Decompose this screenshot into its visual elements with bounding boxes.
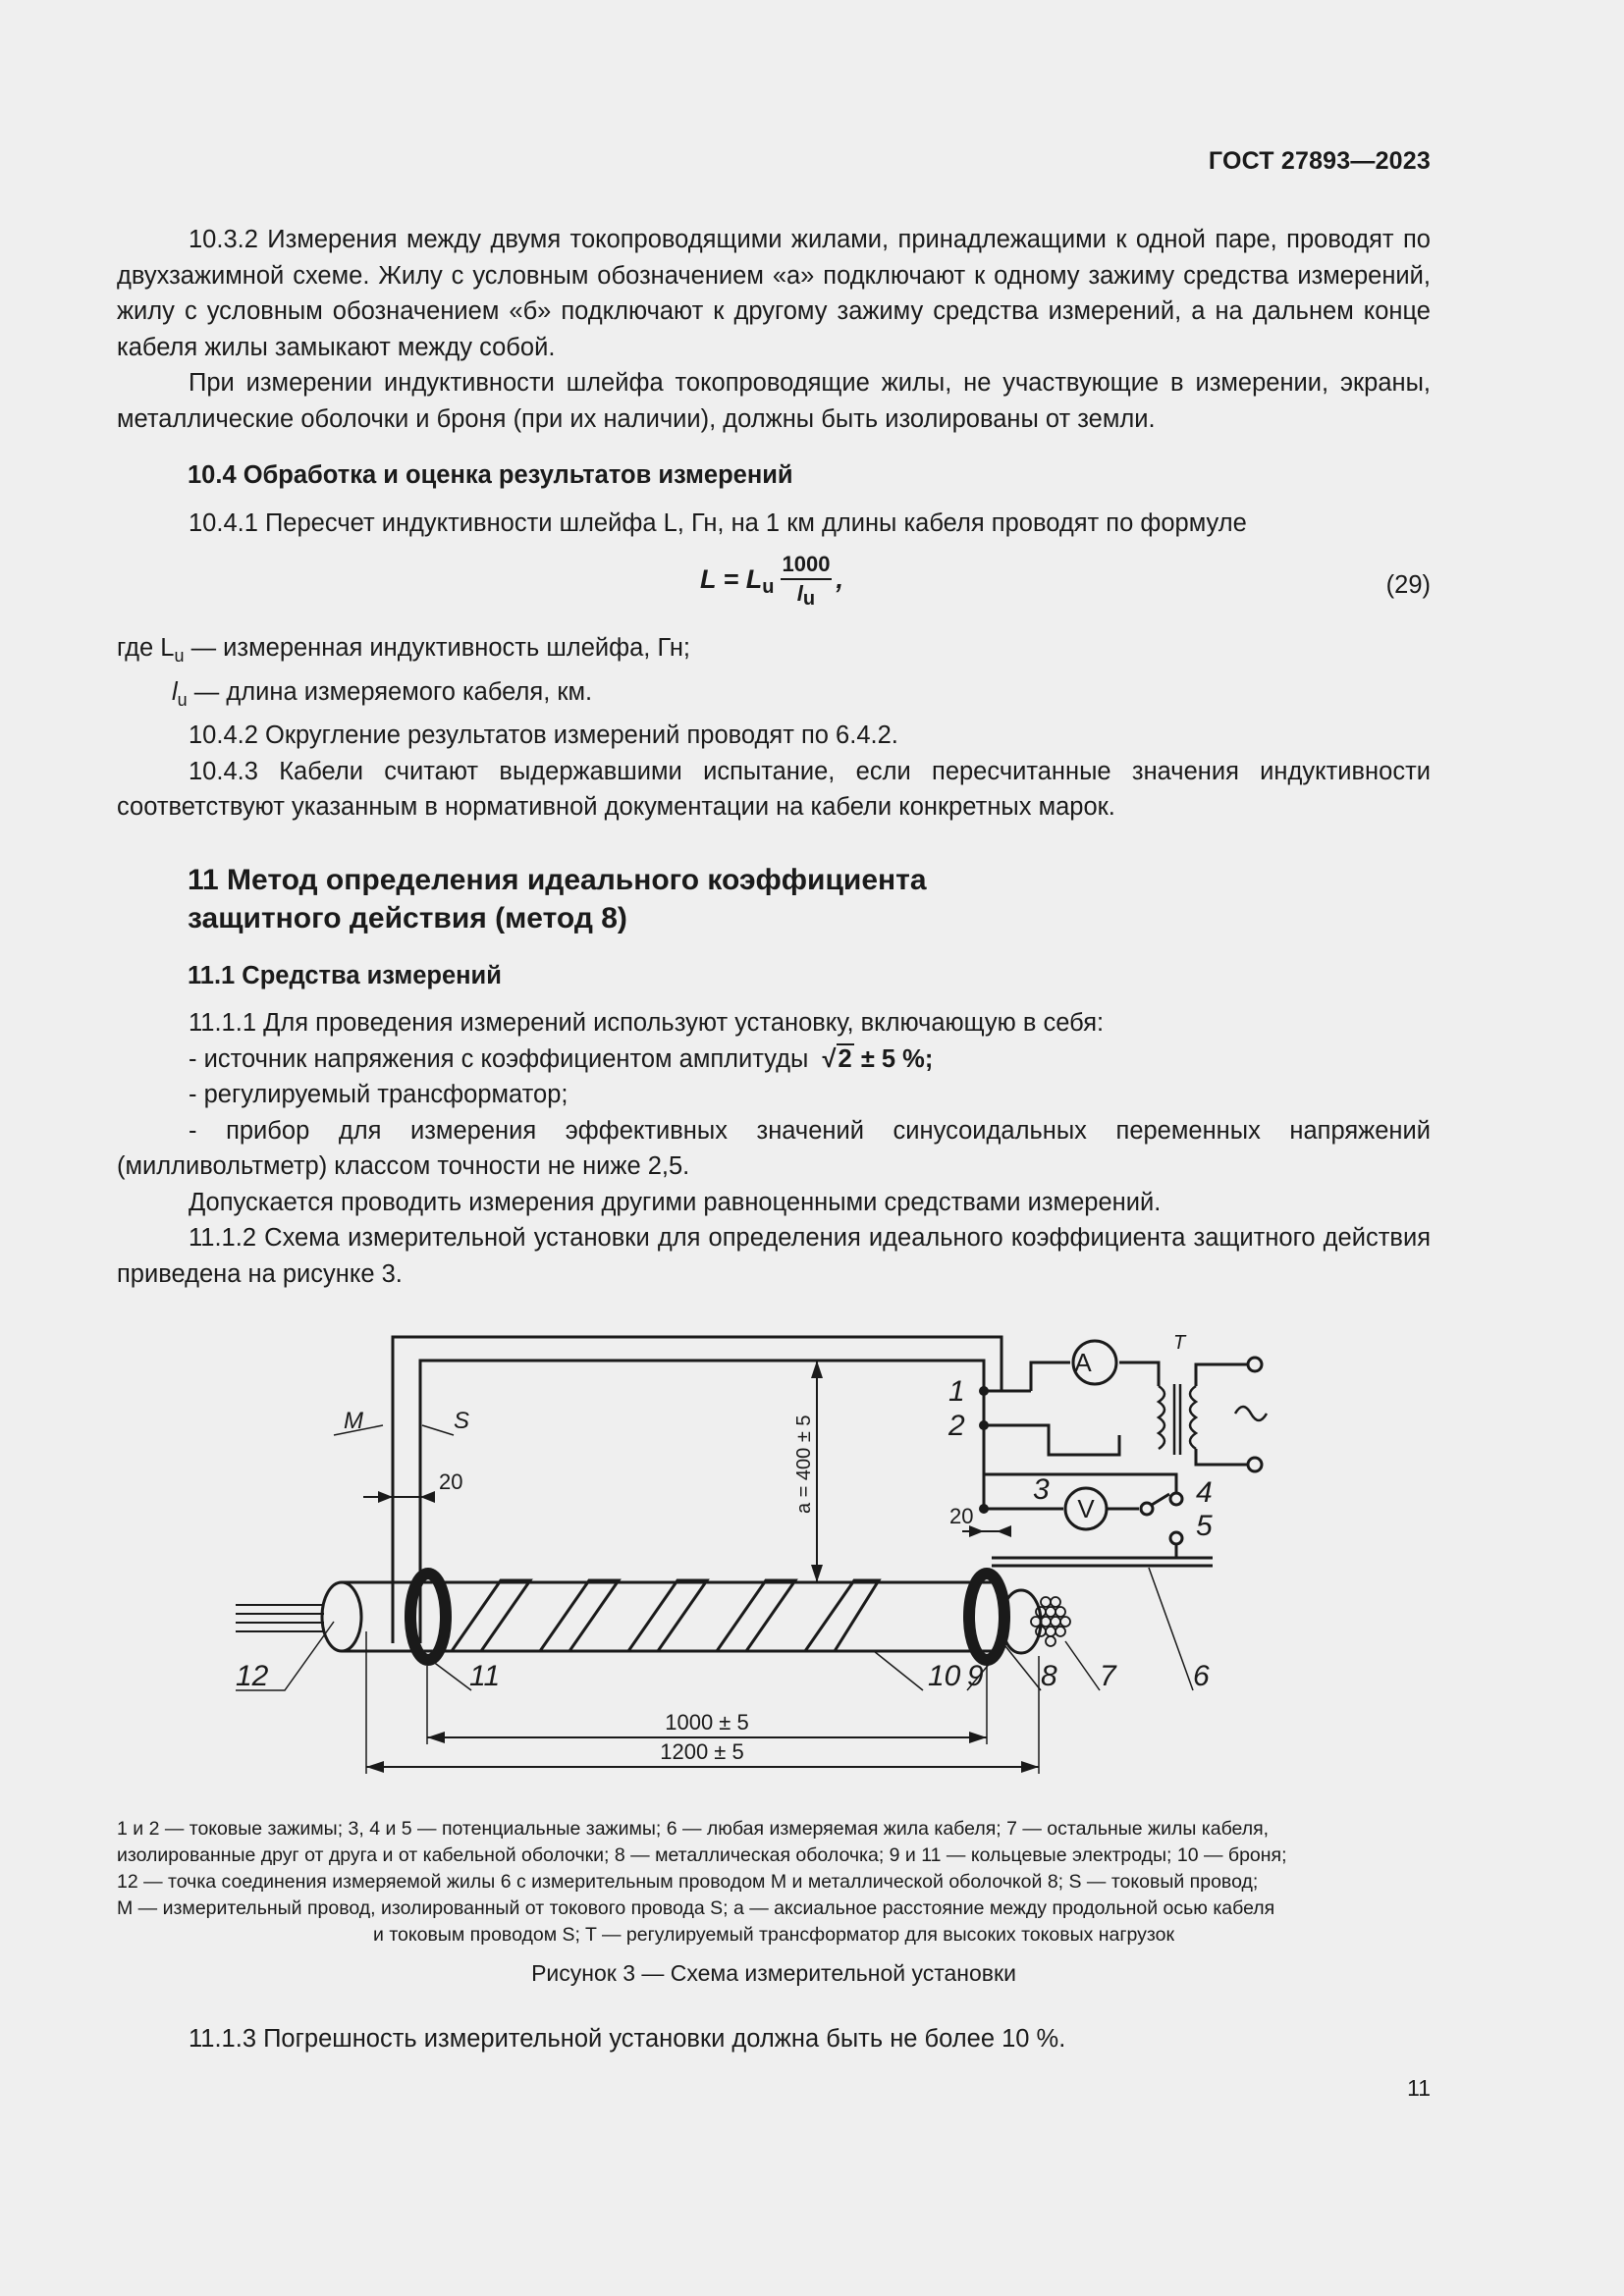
terminal-5 (1170, 1532, 1182, 1544)
formula-lhs: L = L (700, 563, 763, 594)
page-number: 11 (1407, 2075, 1431, 2101)
label-7: 7 (1100, 1660, 1116, 1692)
heading-11-1: 11.1 Средства измерений (188, 961, 502, 989)
terminal-4 (1170, 1493, 1182, 1505)
armor-turn-1 (452, 1580, 530, 1651)
legend-line-4: M — измерительный провод, изолированный от токового провода S; a — аксиальное расстояние между продольной осью кабеля (117, 1897, 1275, 1919)
list-item-voltmeter: - прибор для измерения эффективных значений синусоидальных переменных напряжений (милливольтметр) классом точности не ниже 2,5. (117, 1116, 1431, 1181)
label-4: 4 (1196, 1476, 1213, 1509)
label-S: S (454, 1408, 470, 1434)
formula-den-sub: u (802, 587, 816, 610)
figure-legend (117, 1816, 1431, 1949)
wire-a-right (1119, 1362, 1159, 1386)
dim-1200-text: 1200 ± 5 (660, 1739, 744, 1764)
source-terminal-top (1248, 1358, 1262, 1371)
armor-turn-3 (628, 1580, 707, 1651)
paragraph-11-1-3: 11.1.3 Погрешность измерительной установки должна быть не более 10 %. (189, 2025, 1066, 2053)
formula-expression (700, 548, 843, 611)
leader-8 (1001, 1641, 1041, 1690)
where2-var: l (172, 677, 178, 706)
where1-sub: u (174, 646, 185, 667)
item1-text: - источник напряжения с коэффициентом амплитуды (189, 1044, 809, 1073)
figure-caption: Рисунок 3 — Схема измерительной установки (531, 1960, 1016, 1986)
paragraph-isolation: При измерении индуктивности шлейфа токопроводящие жилы, не участвующие в измерении, экраны, металлические оболочки и броня (при их наличии), должны быть изолированы от земли. (117, 369, 1431, 433)
formula-numerator: 1000 (781, 551, 833, 580)
wire-a-left (1031, 1362, 1070, 1391)
wire-source-top (1196, 1364, 1247, 1386)
heading-10-4: 10.4 Обработка и оценка результатов измерений (188, 461, 793, 489)
where-line-1 (117, 630, 1431, 674)
standard-number: ГОСТ 27893—2023 (1208, 147, 1431, 175)
leader-6 (1149, 1568, 1193, 1690)
formula-sub: u (762, 575, 775, 598)
switch-4 (1152, 1494, 1169, 1505)
ring-electrode-11 (410, 1574, 446, 1660)
armor-turn-2 (540, 1580, 619, 1651)
label-1: 1 (948, 1375, 965, 1408)
sqrt-tail: ± 5 %; (853, 1044, 934, 1073)
label-9: 9 (967, 1660, 984, 1692)
paragraph-11-1-1: 11.1.1 Для проведения измерений используют установку, включающую в себя: (189, 1009, 1105, 1038)
dim-20b-text: 20 (949, 1504, 974, 1528)
dim-1000-text: 1000 ± 5 (665, 1710, 749, 1735)
heading-11-line2: защитного действия (метод 8) (188, 901, 627, 934)
armor-turn-5 (805, 1580, 879, 1651)
wire-source-bottom (1196, 1449, 1247, 1465)
where1-var: где L (117, 634, 175, 662)
label-6: 6 (1193, 1660, 1210, 1692)
legend-line-1: 1 и 2 — токовые зажимы; 3, 4 и 5 — потенциальные зажимы; 6 — любая измеряемая жила кабеля; 7 — остальные жилы кабеля, (117, 1818, 1270, 1840)
list-item-transformer: - регулируемый трансформатор; (189, 1081, 568, 1109)
transformer-coil-1 (1159, 1386, 1164, 1449)
dim-20a-text: 20 (439, 1469, 463, 1494)
leader-11 (432, 1661, 471, 1690)
terminal-v (1141, 1503, 1153, 1515)
label-T: T (1173, 1332, 1186, 1354)
ring-electrode-9 (969, 1574, 1004, 1660)
formula-fraction (781, 551, 833, 609)
paragraph-10-4-2: 10.4.2 Округление результатов измерений проводят по 6.4.2. (189, 721, 898, 750)
formula-den-var: l (796, 580, 803, 606)
label-2: 2 (948, 1410, 965, 1442)
legend-line-5: и токовым проводом S; T — регулируемый трансформатор для высоких токовых нагрузок (373, 1924, 1174, 1946)
where1-text: — измеренная индуктивность шлейфа, Гн; (184, 634, 690, 662)
source-terminal-bottom (1248, 1458, 1262, 1471)
document-body (117, 222, 1431, 1292)
heading-11-line1: 11 Метод определения идеального коэффициента (188, 863, 927, 896)
label-A: A (1074, 1348, 1092, 1377)
legend-line-2: изолированные друг от друга и от кабельной оболочки; 8 — металлическая оболочка; 9 и 11 — кольцевые электроды; 10 — броня; (117, 1844, 1287, 1866)
where2-text: — длина измеряемого кабеля, км. (187, 677, 593, 706)
legend-line-3: 12 — точка соединения измеряемой жилы 6 с измерительным проводом M и металлической оболочкой 8; S — токовый провод; (117, 1871, 1259, 1893)
label-8: 8 (1041, 1660, 1057, 1692)
list-item-source (117, 1041, 1431, 1078)
sqrt-expression: √2 ± 5 %; (822, 1044, 934, 1073)
figure-measurement-setup (236, 1327, 1326, 1789)
heading-section-11 (117, 861, 1431, 937)
cable-end-left (322, 1582, 361, 1651)
leader-10 (874, 1651, 923, 1690)
where-line-2 (117, 674, 1431, 719)
equation-number: (29) (1385, 571, 1431, 599)
ac-symbol (1235, 1407, 1267, 1420)
label-5: 5 (1196, 1510, 1213, 1542)
transformer-coil-2 (1190, 1386, 1196, 1449)
leader-S (422, 1425, 454, 1435)
label-M: M (344, 1408, 363, 1434)
paragraph-10-4-1: 10.4.1 Пересчет индуктивности шлейфа L, Гн, на 1 км длины кабеля проводят по формуле (189, 508, 1247, 537)
formula-comma: , (836, 563, 843, 594)
wire-2 (984, 1425, 1119, 1455)
armor-turn-4 (717, 1580, 795, 1651)
dim-a-text: a = 400 ± 5 (793, 1415, 815, 1514)
paragraph-10-3-2: 10.3.2 Измерения между двумя токопроводящими жилами, принадлежащими к одной паре, проводят по двухзажимной схеме. Жилу с условным обозначением «а» подключают к одному зажиму средства измерений, жилу с условным обозначением «б» подключают к другому зажиму средства измерений, а на дальнем конце кабеля жилы замыкают между собой. (117, 226, 1431, 361)
formula-denominator (797, 580, 815, 609)
paragraph-11-1-2: 11.1.2 Схема измерительной установки для определения идеального коэффициента защитного действия приведена на рисунке 3. (117, 1224, 1431, 1288)
label-10: 10 (928, 1660, 961, 1692)
paragraph-equivalent: Допускается проводить измерения другими равноценными средствами измерений. (189, 1188, 1162, 1216)
paragraph-10-4-3: 10.4.3 Кабели считают выдержавшими испытание, если пересчитанные значения индуктивности соответствуют указанным в нормативной документации на кабели конкретных марок. (117, 757, 1431, 822)
label-12: 12 (236, 1660, 269, 1692)
sqrt-radicand: 2 (838, 1044, 852, 1073)
label-3: 3 (1033, 1473, 1050, 1506)
label-11: 11 (469, 1660, 501, 1692)
formula-29 (117, 546, 1431, 624)
where2-sub: u (177, 689, 188, 710)
label-V: V (1077, 1494, 1095, 1523)
conductors-left (236, 1605, 324, 1631)
leader-7 (1065, 1641, 1100, 1690)
